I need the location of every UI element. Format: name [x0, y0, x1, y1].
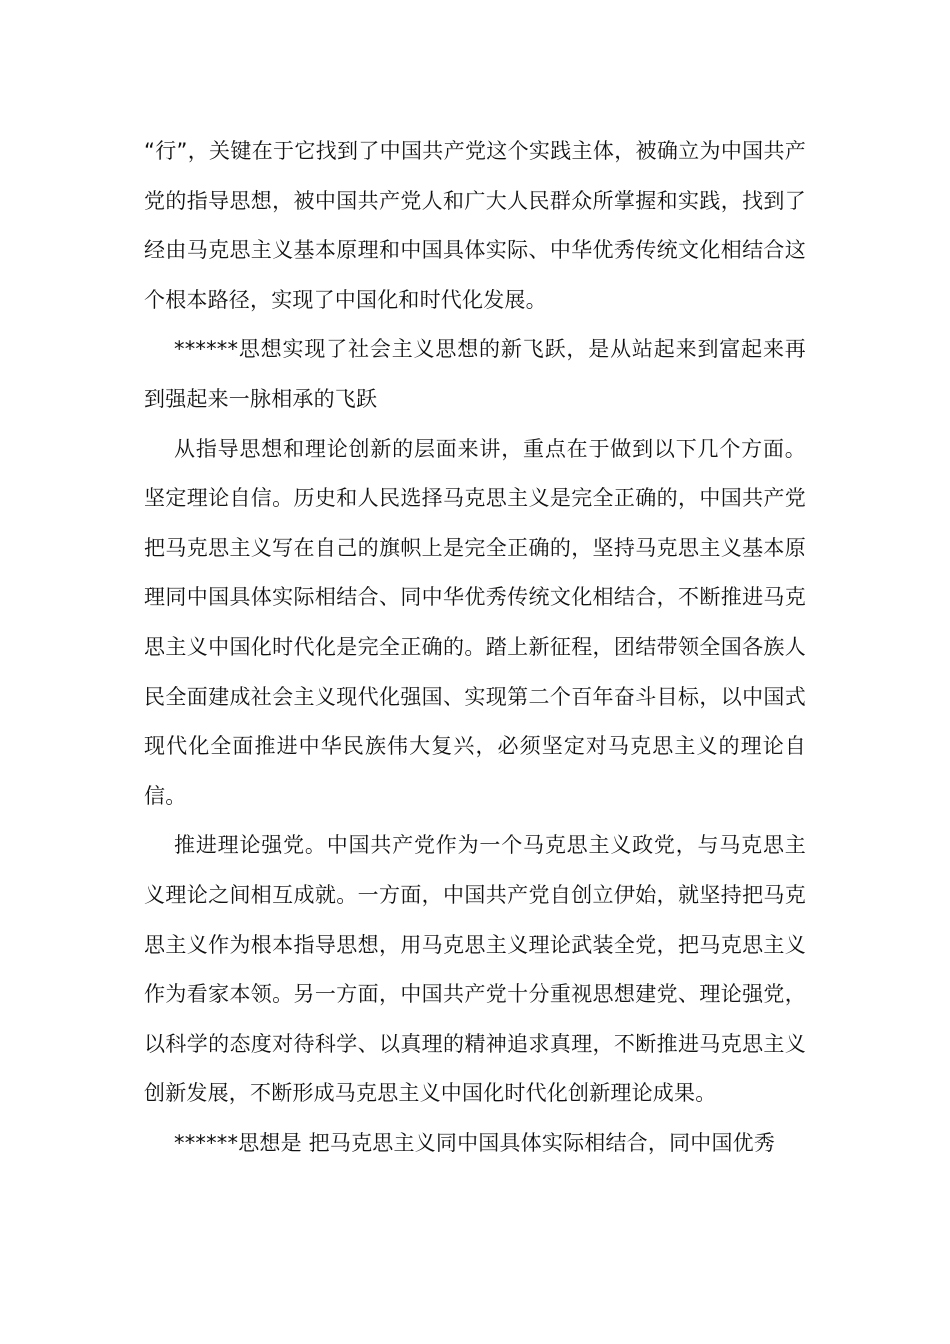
paragraph-4: 推进理论强党。中国共产党作为一个马克思主义政党，与马克思主义理论之间相互成就。一方面，中国共产党自创立伊始，就坚持把马克思主义作为根本指导思想，用马克思主义理论武装全党，把马克思主义作为看家本领。另一方面，中国共产党十分重视思想建党、理论强党，以科学的态度对待科学、以真理的精神追求真理，不断推进马克思主义创新发展，不断形成马克思主义中国化时代化创新理论成果。: [144, 833, 806, 1106]
document-body: [144, 127, 806, 1168]
paragraph-1: “行”，关键在于它找到了中国共产党这个实践主体，被确立为中国共产党的指导思想，被中国共产党人和广大人民群众所掌握和实践，找到了经由马克思主义基本原理和中国具体实际、中华优秀传统文化相结合这个根本路径，实现了中国化和时代化发展。: [144, 139, 806, 312]
paragraph-3: 从指导思想和理论创新的层面来讲，重点在于做到以下几个方面。坚定理论自信。历史和人民选择马克思主义是完全正确的，中国共产党把马克思主义写在自己的旗帜上是完全正确的，坚持马克思主义基本原理同中国具体实际相结合、同中华优秀传统文化相结合，不断推进马克思主义中国化时代化是完全正确的。踏上新征程，团结带领全国各族人民全面建成社会主义现代化强国、实现第二个百年奋斗目标，以中国式现代化全面推进中华民族伟大复兴，必须坚定对马克思主义的理论自信。: [144, 436, 806, 808]
paragraph-5: ******思想是 把马克思主义同中国具体实际相结合，同中国优秀: [174, 1130, 776, 1155]
paragraph-2: ******思想实现了社会主义思想的新飞跃，是从站起来到富起来再到强起来一脉相承的飞跃: [144, 337, 806, 411]
